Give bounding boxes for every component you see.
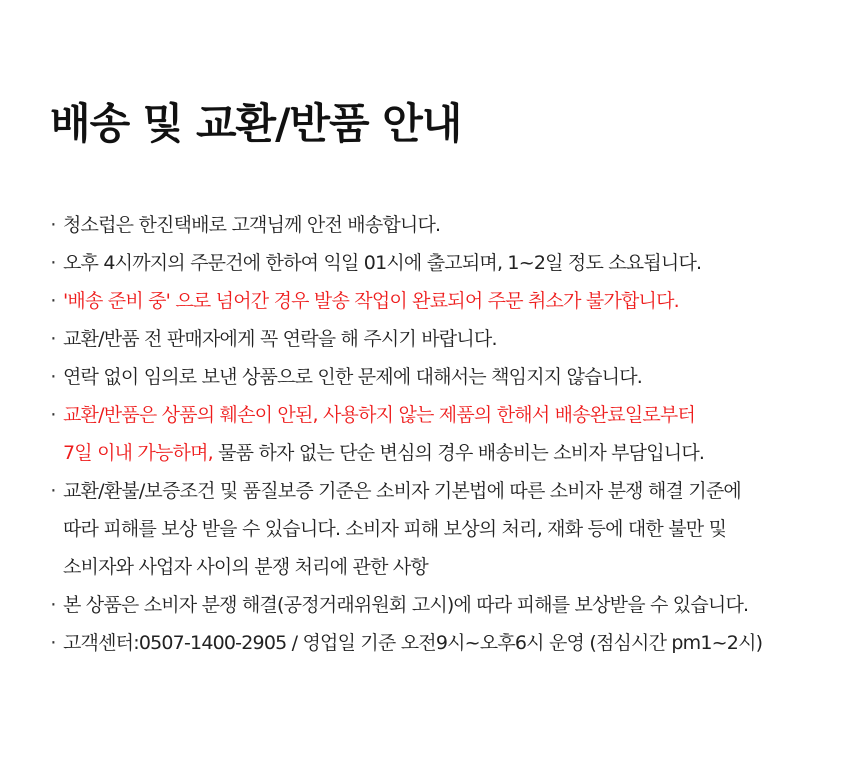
bullet: · (50, 480, 56, 502)
bullet: · (50, 290, 56, 312)
return-period-highlight: 7일 이내 가능하며, (63, 442, 213, 464)
bullet: · (50, 404, 56, 426)
list-item-continuation (46, 510, 858, 548)
list-item (46, 358, 858, 396)
list-item (46, 320, 858, 358)
page-title: 배송 및 교환/반품 안내 (50, 99, 462, 148)
list-item (46, 282, 858, 320)
cancel-warning-text: '배송 준비 중' 으로 넘어간 경우 발송 작업이 완료되어 주문 취소가 불가합니다. (63, 290, 679, 312)
notice-text: 교환/반품 전 판매자에게 꼭 연락을 해 주시기 바랍니다. (63, 328, 497, 350)
return-policy-text-continued (63, 434, 704, 472)
list-item (46, 206, 858, 244)
return-policy-text: 교환/반품은 상품의 훼손이 안된, 사용하지 않는 제품의 한해서 배송완료일로부터 (63, 404, 696, 426)
list-item (46, 244, 858, 282)
list-item (46, 586, 858, 624)
notice-text: 청소럽은 한진택배로 고객님께 안전 배송합니다. (63, 214, 441, 236)
notice-text: 오후 4시까지의 주문건에 한하여 익일 01시에 출고되며, 1~2일 정도 소요됩니다. (63, 252, 702, 274)
bullet: · (50, 594, 56, 616)
bullet: · (50, 366, 56, 388)
bullet: · (50, 214, 56, 236)
bullet: · (50, 632, 56, 654)
list-item (46, 396, 858, 434)
warranty-text: 교환/환불/보증조건 및 품질보증 기준은 소비자 기본법에 따른 소비자 분쟁 해결 기준에 (63, 480, 741, 502)
warranty-text-continued: 따라 피해를 보상 받을 수 있습니다. 소비자 피해 보상의 처리, 재화 등에 대한 불만 및 (63, 518, 727, 540)
warranty-text-continued: 소비자와 사업자 사이의 분쟁 처리에 관한 사항 (63, 556, 428, 578)
list-item (46, 624, 858, 662)
notice-text: 본 상품은 소비자 분쟁 해결(공정거래위원회 고시)에 따라 피해를 보상받을 수 있습니다. (63, 594, 749, 616)
customer-center-text: 고객센터:0507-1400-2905 / 영업일 기준 오전9시~오후6시 운영 (점심시간 pm1~2시) (63, 632, 763, 654)
list-item (46, 472, 858, 510)
notice-text: 연락 없이 임의로 보낸 상품으로 인한 문제에 대해서는 책임지지 않습니다. (63, 366, 643, 388)
notice-list (46, 206, 858, 662)
list-item-continuation (46, 434, 858, 472)
return-shipping-note: 물품 하자 없는 단순 변심의 경우 배송비는 소비자 부담입니다. (212, 442, 705, 464)
list-item-continuation (46, 548, 858, 586)
bullet: · (50, 252, 56, 274)
bullet: · (50, 328, 56, 350)
